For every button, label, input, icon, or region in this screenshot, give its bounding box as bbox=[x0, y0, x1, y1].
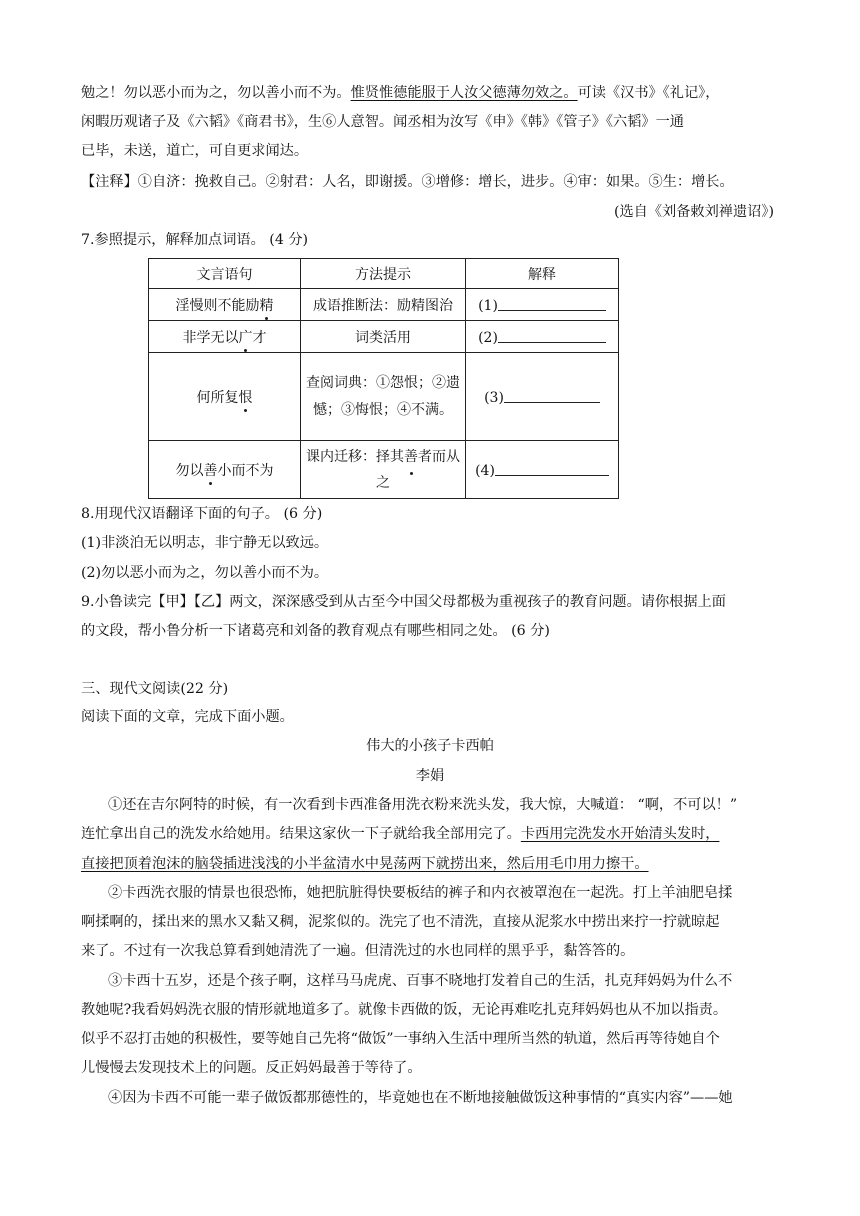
question-7-stem: 7.参照提示，解释加点词语。 (4 分) bbox=[81, 232, 309, 248]
table-row bbox=[149, 353, 619, 441]
passage-text: 可读《汉书》《礼记》， bbox=[577, 85, 720, 101]
answer-blank[interactable] bbox=[495, 460, 609, 476]
paragraph-1-line-1: ①还在吉尔阿特的时候，有一次看到卡西准备用洗衣粉来洗头发，我大惊，大喊道： “啊，不可以！” bbox=[108, 797, 738, 813]
table-header: 方法提示 bbox=[301, 259, 466, 289]
paragraph-3-line-4: 儿慢慢去发现技术上的问题。反正妈妈最善于等待了。 bbox=[81, 1060, 422, 1076]
sentence-cell: 淫慢则不能励精 bbox=[149, 289, 301, 321]
passage-line-1 bbox=[81, 79, 781, 108]
paragraph-2-line-2: 啊揉啊的，揉出来的黑水又黏又稠，泥浆似的。洗完了也不清洗，直接从泥浆水中捞出来拧一拧就晾起 bbox=[81, 914, 720, 930]
section-instruction: 阅读下面的文章，完成下面小题。 bbox=[81, 709, 294, 725]
paragraph-4-line-1: ④因为卡西不可能一辈子做饭都那德性的，毕竟她也在不断地接触做饭这种事情的“真实内容”——她 bbox=[108, 1090, 733, 1106]
paragraph-2-line-1: ②卡西洗衣服的情景也很恐怖，她把肮脏得快要板结的裤子和内衣被罩泡在一起洗。打上羊油肥皂揉 bbox=[108, 885, 733, 901]
dotted-word: 精 bbox=[260, 295, 274, 315]
answer-blank[interactable] bbox=[498, 327, 606, 343]
answer-blank[interactable] bbox=[498, 295, 606, 311]
hint-cell: 词类活用 bbox=[301, 321, 466, 353]
dotted-word: 善 bbox=[204, 460, 218, 480]
answer-cell: (2) bbox=[466, 321, 619, 353]
dotted-word: 恨 bbox=[239, 387, 253, 407]
question-9-line-1: 9.小鲁读完【甲】【乙】两文，深深感受到从古至今中国父母都极为重视孩子的教育问题。请你根据上面 bbox=[81, 594, 726, 610]
question-8-sentence-2: (2)勿以恶小而为之，勿以善小而不为。 bbox=[81, 565, 329, 581]
paragraph-1-line-2: 连忙拿出自己的洗发水给她用。结果这家伙一下子就给我全部用完了。卡西用完洗发水开始清头发时， bbox=[81, 826, 720, 842]
hint-cell: 查阅词典：①怨恨；②遗憾；③悔恨；④不满。 bbox=[301, 353, 466, 441]
answer-blank[interactable] bbox=[504, 387, 600, 403]
section-heading: 三、现代文阅读(22 分) bbox=[81, 681, 229, 697]
hint-cell: 课内迁移：择其善者而从之 bbox=[301, 441, 466, 499]
hint-cell: 成语推断法：励精图治 bbox=[301, 289, 466, 321]
answer-cell: (4) bbox=[466, 441, 619, 499]
question-7-table bbox=[148, 258, 619, 499]
table-header: 解释 bbox=[466, 259, 619, 289]
paragraph-2-line-3: 来了。不过有一次我总算看到她清洗了一遍。但清洗过的水也同样的黑乎乎，黏答答的。 bbox=[81, 943, 635, 959]
question-8-sentence-1: (1)非淡泊无以明志，非宁静无以致远。 bbox=[81, 535, 329, 551]
article-author: 李娟 bbox=[415, 768, 445, 784]
underlined-sentence: 惟贤惟德能服于人汝父德薄勿效之。 bbox=[350, 85, 578, 101]
table-row bbox=[149, 289, 619, 321]
paragraph-3-line-1: ③卡西十五岁，还是个孩子啊，这样马马虎虎、百事不晓地打发着自己的生活，扎克拜妈妈为什么不 bbox=[108, 973, 733, 989]
passage-line-3: 已毕，未送，道亡，可自更求闻达。 bbox=[81, 143, 309, 159]
passage-source: (选自《刘备敕刘禅遗诏》) bbox=[613, 204, 774, 220]
question-8-stem: 8.用现代汉语翻译下面的句子。 (6 分) bbox=[81, 506, 323, 522]
underlined-sentence: 卡西用完洗发水开始清头发时， bbox=[520, 826, 720, 842]
sentence-cell: 非学无以广才 bbox=[149, 321, 301, 353]
table-row bbox=[149, 321, 619, 353]
passage-text: 勉之！勿以恶小而为之，勿以善小而不为。 bbox=[81, 85, 351, 101]
sentence-cell: 勿以善小而不为 bbox=[149, 441, 301, 499]
annotation-notes: 【注释】①自济：挽救自己。②射君：人名，即谢援。③增修：增长，进步。④审：如果。⑤生：增长。 bbox=[81, 174, 734, 190]
sentence-cell: 何所复恨 bbox=[149, 353, 301, 441]
paragraph-3-line-3: 似乎不忍打击她的积极性，要等她自己先将“做饭”一事纳入生活中理所当然的轨道，然后再等待她自个 bbox=[81, 1031, 720, 1047]
table-header: 文言语句 bbox=[149, 259, 301, 289]
table-row bbox=[149, 441, 619, 499]
answer-cell: (3) bbox=[466, 353, 619, 441]
table-header-row bbox=[149, 259, 619, 289]
passage-line-2: 闲暇历观诸子及《六韬》《商君书》，生⑥人意智。闻丞相为汝写《申》《韩》《管子》《六韬》一通 bbox=[81, 114, 684, 130]
question-9-line-2: 的文段，帮小鲁分析一下诸葛亮和刘备的教育观点有哪些相同之处。 (6 分) bbox=[81, 623, 550, 639]
paragraph-3-line-2: 教她呢?我看妈妈洗衣服的情形就地道多了。就像卡西做的饭，无论再难吃扎克拜妈妈也从不加以指责。 bbox=[81, 1002, 728, 1018]
dotted-word: 善 bbox=[404, 444, 418, 470]
article-title: 伟大的小孩子卡西帕 bbox=[366, 738, 494, 754]
answer-cell: (1) bbox=[466, 289, 619, 321]
dotted-word: 广 bbox=[239, 327, 253, 347]
paragraph-1-line-3: 直接把顶着泡沫的脑袋插进浅浅的小半盆清水中晃荡两下就捞出来，然后用毛巾用力擦干。 bbox=[81, 856, 649, 872]
